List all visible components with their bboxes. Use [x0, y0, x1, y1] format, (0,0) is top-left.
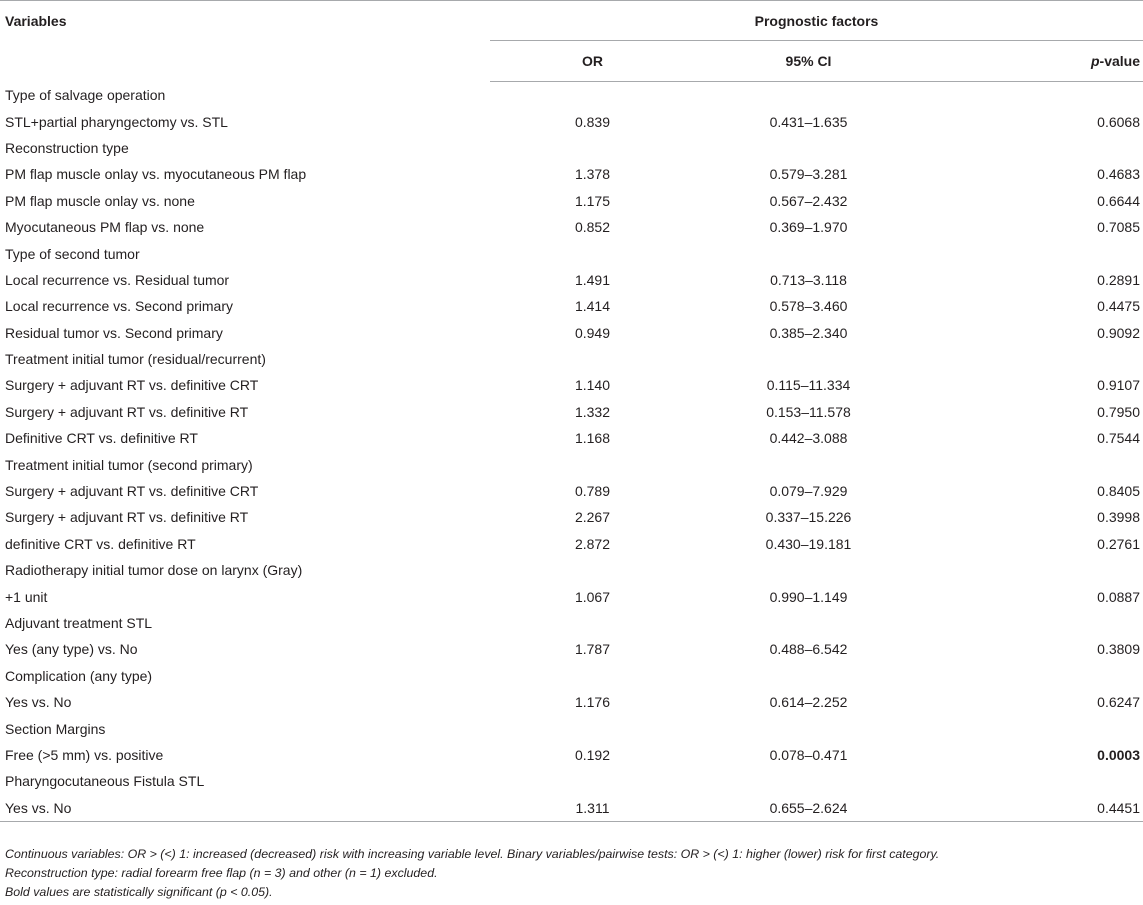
variable-cell: Surgery + adjuvant RT vs. definitive RT — [5, 509, 249, 526]
p-value-cell: 0.4475 — [1097, 298, 1140, 315]
variable-cell: Section Margins — [5, 720, 106, 737]
or-cell: 1.787 — [574, 641, 611, 658]
p-value-cell: 0.0003 — [1097, 746, 1140, 763]
table-group-row — [0, 715, 1143, 741]
variable-cell: Radiotherapy initial tumor dose on larynx (Gray) — [5, 562, 303, 579]
footnote-line: Reconstruction type: radial forearm free flap (n = 3) and other (n = 1) excluded. — [5, 866, 438, 880]
ci-cell — [695, 557, 922, 583]
or-cell — [490, 715, 695, 741]
p-value-cell: 0.8405 — [1097, 483, 1140, 500]
variable-cell: Surgery + adjuvant RT vs. definitive RT — [5, 403, 249, 420]
variables-column-header: Variables — [0, 1, 490, 82]
or-cell: 0.789 — [574, 483, 611, 500]
p-value-cell: 0.7544 — [1097, 430, 1140, 447]
ci-cell: 0.614–2.252 — [769, 694, 848, 711]
footnote-line: Continuous variables: OR > (<) 1: increased (decreased) risk with increasing variable level. Binary variables/pairwise tests: OR > (<) 1: higher (lower) risk for first category. — [5, 847, 940, 861]
p-value-cell: 0.9092 — [1097, 324, 1140, 341]
ci-cell: 0.655–2.624 — [695, 795, 922, 822]
variable-cell: PM flap muscle onlay vs. none — [5, 192, 195, 209]
p-value-cell: 0.3998 — [1097, 509, 1140, 526]
or-cell: 2.872 — [574, 535, 611, 552]
table-row — [0, 161, 1143, 187]
variable-cell: Definitive CRT vs. definitive RT — [5, 430, 198, 447]
table-group-row — [0, 451, 1143, 477]
variable-cell: Type of second tumor — [5, 245, 140, 262]
table-row — [0, 320, 1143, 346]
table-body — [0, 82, 1143, 822]
p-value-cell — [922, 715, 1143, 741]
p-value-cell — [922, 610, 1143, 636]
ci-cell — [695, 82, 922, 109]
table-row — [0, 188, 1143, 214]
variable-cell: Surgery + adjuvant RT vs. definitive CRT — [5, 483, 259, 500]
or-cell: 2.267 — [574, 509, 611, 526]
variable-cell: Treatment initial tumor (second primary) — [5, 456, 253, 473]
p-value-cell — [922, 663, 1143, 689]
p-value-cell: 0.6068 — [1097, 113, 1140, 130]
ci-cell: 0.337–15.226 — [765, 509, 852, 526]
p-value-cell — [922, 240, 1143, 266]
ci-cell — [695, 346, 922, 372]
table-group-row — [0, 610, 1143, 636]
table-row — [0, 293, 1143, 319]
ci-cell: 0.567–2.432 — [769, 192, 848, 209]
or-cell: 1.311 — [490, 795, 695, 822]
or-cell: 1.414 — [574, 298, 611, 315]
or-cell: 0.852 — [574, 219, 611, 236]
table-group-row — [0, 346, 1143, 372]
variable-cell: Myocutaneous PM flap vs. none — [5, 219, 205, 236]
or-cell — [490, 135, 695, 161]
variable-cell: PM flap muscle onlay vs. myocutaneous PM flap — [5, 166, 307, 183]
variable-cell: +1 unit — [5, 588, 48, 605]
p-value-cell: 0.7950 — [1097, 403, 1140, 420]
p-value-cell — [922, 451, 1143, 477]
p-value-cell: 0.4683 — [1097, 166, 1140, 183]
variable-cell: Adjuvant treatment STL — [5, 615, 153, 631]
p-value-cell — [922, 135, 1143, 161]
ci-cell — [695, 451, 922, 477]
ci-cell: 0.153–11.578 — [766, 403, 851, 420]
variable-cell: Local recurrence vs. Second primary — [5, 298, 233, 315]
p-value-cell: 0.4451 — [922, 795, 1143, 822]
ci-cell: 0.078–0.471 — [769, 746, 848, 763]
table-group-row — [0, 768, 1143, 794]
prognostic-factors-group-header: Prognostic factors — [490, 1, 1143, 41]
variable-cell: Yes vs. No — [5, 694, 72, 711]
variable-cell: Complication (any type) — [5, 667, 153, 684]
or-cell — [490, 768, 695, 794]
p-value-cell: 0.3809 — [1097, 641, 1140, 658]
p-value-cell — [922, 768, 1143, 794]
table-footnotes — [5, 845, 939, 902]
ci-cell: 0.115–11.334 — [766, 377, 851, 394]
or-cell — [490, 557, 695, 583]
or-cell: 1.332 — [574, 403, 611, 420]
ci-cell: 0.990–1.149 — [769, 588, 848, 605]
or-cell — [490, 451, 695, 477]
table-row — [0, 531, 1143, 557]
variable-cell: Yes (any type) vs. No — [5, 641, 138, 658]
ci-cell — [695, 135, 922, 161]
ci-cell — [695, 663, 922, 689]
ci-cell — [695, 768, 922, 794]
table-group-row — [0, 557, 1143, 583]
table-row — [0, 689, 1143, 715]
table-row — [0, 425, 1143, 451]
p-value-header-suffix: -value — [1099, 53, 1140, 69]
p-value-cell: 0.6644 — [1097, 192, 1140, 209]
p-value-cell: 0.0887 — [1097, 588, 1140, 605]
table-row — [0, 372, 1143, 398]
or-cell: 1.168 — [574, 430, 611, 447]
ci-cell — [695, 610, 922, 636]
variable-cell: Local recurrence vs. Residual tumor — [5, 271, 230, 288]
ci-cell: 0.079–7.929 — [769, 483, 848, 500]
ci-cell: 0.430–19.181 — [765, 535, 852, 552]
or-cell: 1.175 — [574, 192, 611, 209]
variable-cell: Free (>5 mm) vs. positive — [5, 746, 164, 763]
ci-cell — [695, 240, 922, 266]
table-row — [0, 795, 1143, 822]
table-row — [0, 636, 1143, 662]
table-group-row — [0, 135, 1143, 161]
table-row — [0, 583, 1143, 609]
variable-cell: Surgery + adjuvant RT vs. definitive CRT — [5, 377, 259, 394]
ci-cell: 0.431–1.635 — [769, 113, 848, 130]
variable-cell: Pharyngocutaneous Fistula STL — [5, 773, 205, 790]
variable-cell: Treatment initial tumor (residual/recurrent) — [5, 351, 266, 368]
or-cell: 1.176 — [574, 694, 611, 711]
table-group-row — [0, 240, 1143, 266]
or-cell — [490, 240, 695, 266]
variable-cell: Type of salvage operation — [5, 86, 166, 103]
or-column-header: OR — [490, 41, 695, 82]
table-row — [0, 108, 1143, 134]
or-cell: 1.140 — [574, 377, 611, 394]
or-cell — [490, 346, 695, 372]
variable-cell: Yes vs. No — [0, 795, 490, 822]
ci-cell: 0.488–6.542 — [769, 641, 848, 658]
table-group-row — [0, 663, 1143, 689]
table-row — [0, 214, 1143, 240]
table-row — [0, 399, 1143, 425]
p-value-cell: 0.2891 — [1097, 271, 1140, 288]
ci-cell: 0.578–3.460 — [769, 298, 848, 315]
ci-cell: 0.579–3.281 — [769, 166, 848, 183]
p-value-cell: 0.6247 — [1097, 694, 1140, 711]
ci-column-header: 95% CI — [695, 41, 922, 82]
or-cell: 1.067 — [574, 588, 611, 605]
ci-cell — [695, 715, 922, 741]
or-cell — [490, 82, 695, 109]
p-value-cell — [922, 82, 1143, 109]
p-value-cell: 0.7085 — [1097, 219, 1140, 236]
table-row — [0, 742, 1143, 768]
variable-cell: STL+partial pharyngectomy vs. STL — [5, 113, 228, 130]
ci-cell: 0.369–1.970 — [769, 219, 848, 236]
table-row — [0, 504, 1143, 530]
ci-cell: 0.442–3.088 — [769, 430, 848, 447]
table-row — [0, 478, 1143, 504]
ci-cell: 0.713–3.118 — [770, 271, 847, 288]
p-value-cell: 0.9107 — [1097, 377, 1140, 394]
or-cell — [490, 610, 695, 636]
or-cell: 0.949 — [574, 324, 611, 341]
footnote-line: Bold values are statistically significant (p < 0.05). — [5, 885, 273, 899]
variable-cell: Reconstruction type — [5, 139, 129, 156]
variable-cell: definitive CRT vs. definitive RT — [5, 535, 196, 552]
or-cell: 1.491 — [574, 271, 611, 288]
or-cell: 0.839 — [574, 113, 611, 130]
or-cell — [490, 663, 695, 689]
table-header — [0, 1, 1143, 82]
p-value-cell — [922, 346, 1143, 372]
or-cell: 0.192 — [574, 746, 611, 763]
p-value-cell — [922, 557, 1143, 583]
p-value-cell: 0.2761 — [1097, 535, 1140, 552]
table-row — [0, 267, 1143, 293]
p-value-column-header — [922, 41, 1143, 82]
or-cell: 1.378 — [574, 166, 611, 183]
p-value-header-italic: p — [1090, 53, 1100, 69]
variable-cell: Residual tumor vs. Second primary — [5, 324, 223, 341]
ci-cell: 0.385–2.340 — [769, 324, 848, 341]
table-group-row — [0, 82, 1143, 109]
